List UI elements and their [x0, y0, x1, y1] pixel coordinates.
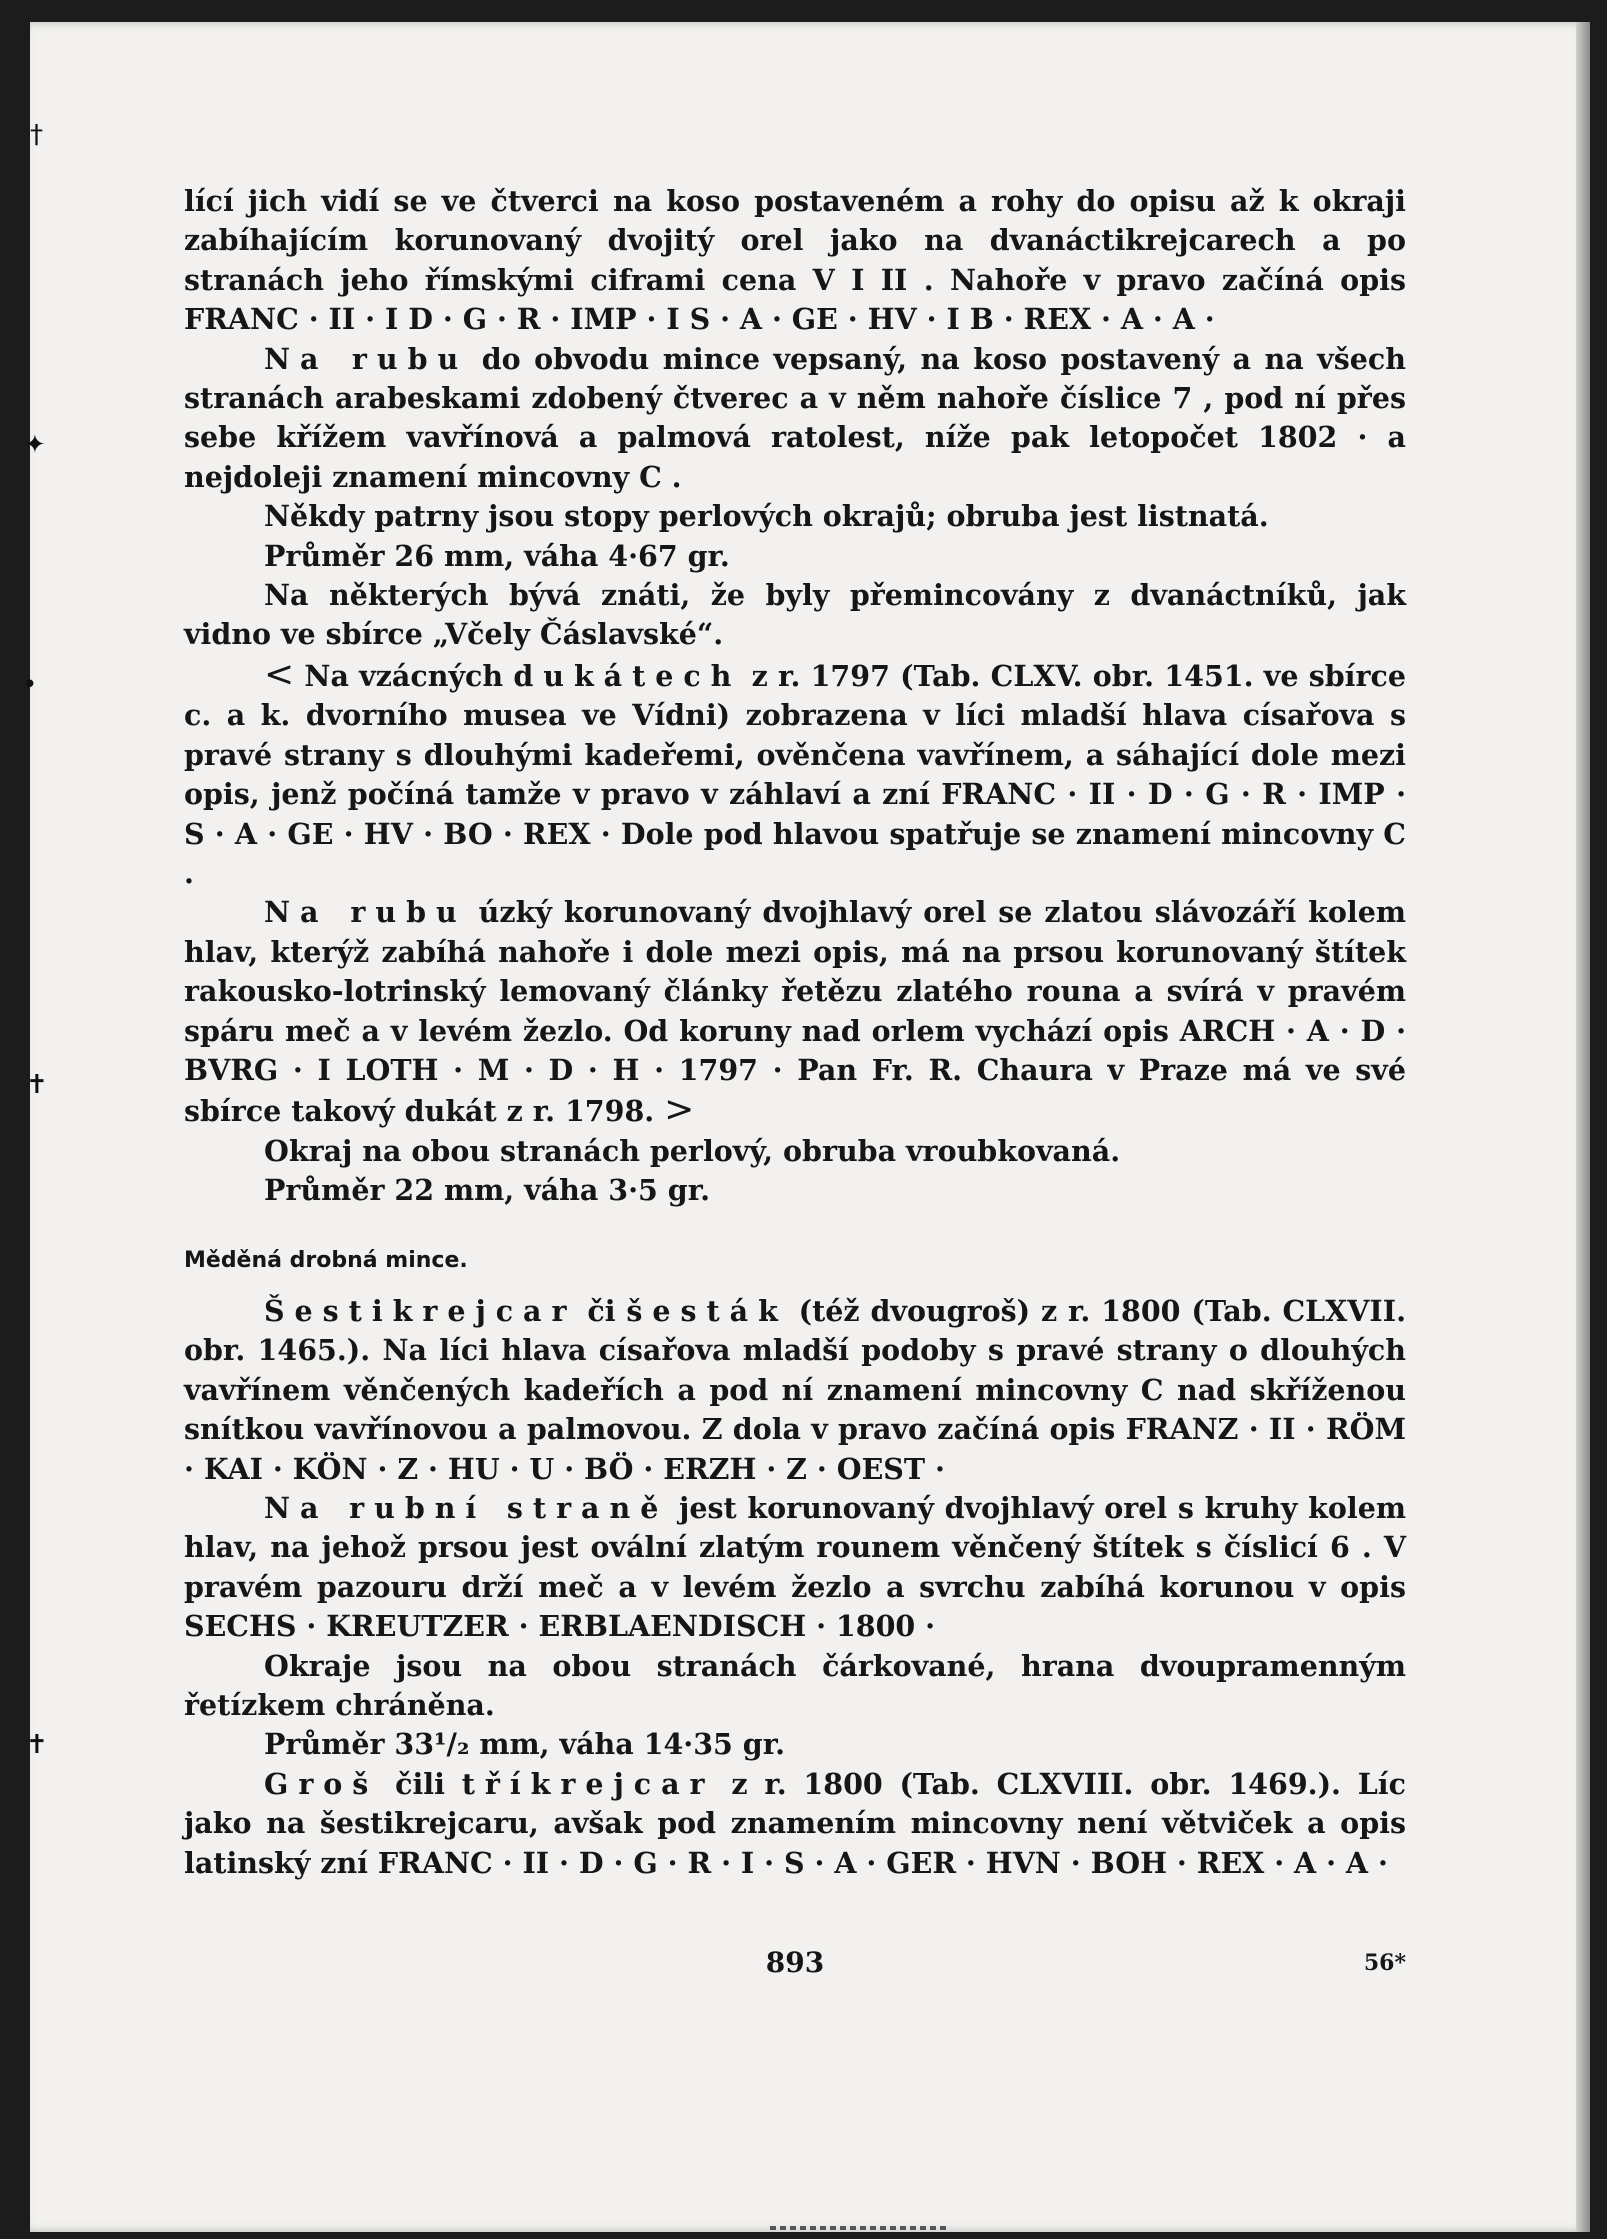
- paragraph-text: lící jich vidí se ve čtverci na koso postaveném a rohy do opisu až k okraji zabíhajícím korunovaný dvojitý orel jako na dvanáctikrejcarech a po stranách jeho římskými ciframi cena V I II . Nahoře v pravo začíná opis FRANC · II · I D · G · R · IMP · I S · A · GE · HV · I B · REX · A · A ·: [184, 184, 1406, 337]
- paragraph: [184, 1725, 1406, 1764]
- document-body: [184, 182, 1406, 1883]
- margin-mark: ✦: [24, 430, 46, 460]
- margin-mark: ✝: [26, 1070, 48, 1100]
- paragraph: [184, 655, 1406, 893]
- paragraph-text: Průměr 22 mm, váha 3·5 gr.: [264, 1173, 711, 1208]
- spaced-term: Groš: [264, 1766, 379, 1801]
- spaced-term: Na rubní straně: [264, 1491, 669, 1525]
- scanned-page: [22, 22, 1590, 2232]
- paragraph: [184, 1765, 1406, 1883]
- page-footer: [184, 1946, 1406, 1986]
- paragraph-text: Průměr 33¹/₂ mm, váha 14·35 gr.: [264, 1727, 786, 1762]
- paragraph-text: z r. 1797 (Tab. CLXV. obr. 1451. ve sbírce c. a k. dvorního musea ve Vídni) zobrazena v líci mladší hlava císařova s pravé strany s dlouhými kadeřemi, ověnčena vavřínem, a sáhající dole mezi opis, jenž počíná tamže v pravo v záhlaví a zní FRANC · II · D · G · R · IMP · S · A · GE · HV · BO · REX · Dole pod hlavou spatřuje se znamení mincovny C .: [184, 658, 1407, 890]
- scan-artifact: [770, 2226, 950, 2230]
- margin-mark: ✝: [26, 1730, 48, 1760]
- paragraph: [184, 576, 1406, 655]
- paragraph-text: Někdy patrny jsou stopy perlových okrajů; obruba jest listnatá.: [264, 499, 1269, 534]
- page-number: 893: [765, 1946, 825, 1979]
- paragraph: [184, 893, 1406, 1131]
- paragraph-text: Okraj na obou stranách perlový, obruba vroubkovaná.: [264, 1133, 1121, 1168]
- spaced-term: tříkrejcar: [461, 1766, 715, 1801]
- section-heading: Měděná drobná mince.: [184, 1247, 468, 1273]
- paragraph-text: Průměr 26 mm, váha 4·67 gr.: [264, 538, 730, 573]
- paragraph: [184, 497, 1406, 536]
- margin-mark: †: [30, 120, 43, 150]
- paragraph-text: jest korunovaný dvojhlavý orel s kruhy kolem hlav, na jehož prsou jest ovální zlatým rounem věnčený štítek s číslicí 6 . V pravém pazouru drží meč a v levém žezlo a svrchu zabíhá korunou v opis SECHS · KREUTZER · ERBLAENDISCH · 1800 ·: [184, 1491, 1407, 1644]
- paragraph-connector: čili: [378, 1766, 462, 1801]
- paragraph: [184, 340, 1406, 498]
- paragraph-text: do obvodu mince vepsaný, na koso postavený a na všech stranách arabeskami zdobený čtverec a v něm nahoře číslice 7 , pod ní přes sebe křížem vavřínová a palmová ratolest, níže pak letopočet 1802 · a nejdoleji znamení mincovny C .: [184, 341, 1406, 494]
- page-edge-shadow: [1576, 22, 1590, 2232]
- signature-mark: 56*: [1363, 1950, 1406, 1976]
- margin-bracket: >: [664, 1089, 695, 1131]
- paragraph-text: úzký korunovaný dvojhlavý orel se zlatou slávozáří kolem hlav, kterýž zabíhá nahoře i dole mezi opis, má na prsou korunovaný štítek rakousko-lotrinský lemovaný články řetězu zlatého rouna a svírá v pravém spáru meč a v levém žezlo. Od koruny nad orlem vychází opis ARCH · A · D · BVRG · I LOTH · M · D · H · 1797 · Pan Fr. R. Chaura v Praze má ve své sbírce takový dukát z r. 1798.: [184, 895, 1406, 1129]
- paragraph-connector: či: [576, 1293, 627, 1328]
- spaced-term: Na rubu: [264, 895, 467, 930]
- paragraph: [184, 537, 1406, 576]
- paragraph: [184, 1292, 1406, 1489]
- paragraph: [184, 1489, 1406, 1647]
- spaced-term: šesták: [626, 1293, 788, 1328]
- spaced-term: Šestikrejcar: [264, 1293, 577, 1328]
- paragraph: [184, 182, 1406, 340]
- paragraph: [184, 1132, 1406, 1171]
- paragraph-lead-text: Na vzácných: [304, 658, 514, 693]
- paragraph: [184, 1647, 1406, 1726]
- margin-mark: •: [22, 670, 38, 700]
- paragraph-text: z r. 1800 (Tab. CLXVIII. obr. 1469.). Líc jako na šestikrejcaru, avšak pod znamením mincovny není větviček a opis latinský zní FRANC · II · D · G · R · I · S · A · GER · HVN · BOH · REX · A · A ·: [184, 1766, 1406, 1880]
- paragraph: [184, 1171, 1406, 1210]
- margin-bracket: <: [264, 653, 295, 695]
- spaced-term: Na rubu: [264, 341, 469, 376]
- paragraph-text: Okraje jsou na obou stranách čárkované, hrana dvoupramenným řetízkem chráněna.: [184, 1648, 1406, 1723]
- spaced-term: dukátech: [513, 658, 742, 693]
- paragraph-text: Na některých bývá znáti, že byly přemincovány z dvanáctníků, jak vidno ve sbírce „Včely Čáslavské“.: [184, 578, 1406, 652]
- paragraph-text: (též dvougroš) z r. 1800 (Tab. CLXVII. obr. 1465.). Na líci hlava císařova mladší podoby s pravé strany o dlouhých vavřínem věnčených kadeřích a pod ní znamení mincovny C nad skříženou snítkou vavřínovou a palmovou. Z dola v pravo začíná opis FRANZ · II · RÖM · KAI · KÖN · Z · HU · U · BÖ · ERZH · Z · OEST ·: [184, 1293, 1406, 1486]
